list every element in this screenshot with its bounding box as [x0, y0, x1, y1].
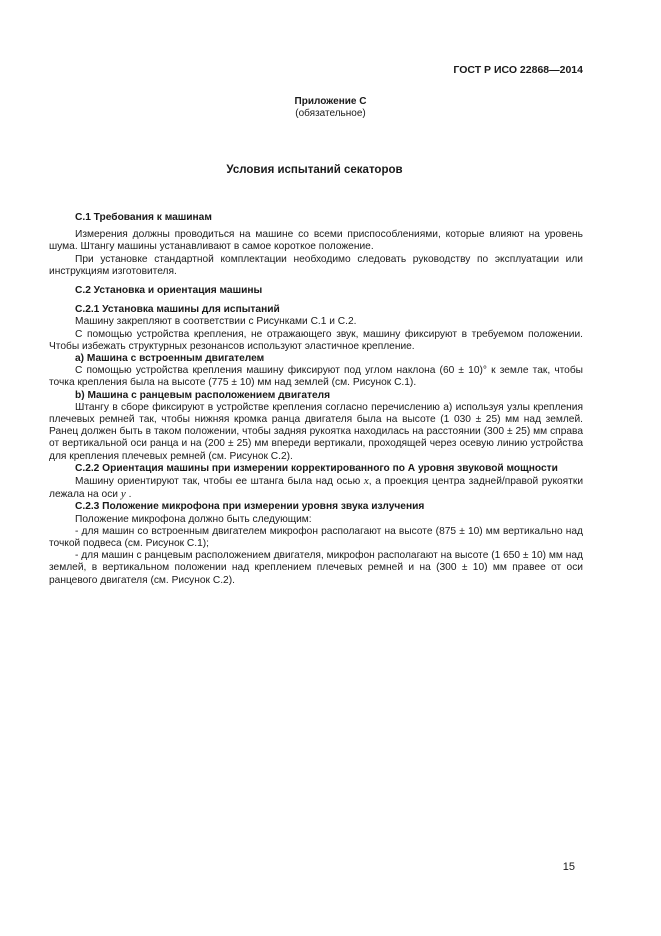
y-axis-variable: y	[120, 488, 126, 501]
annex-status: (обязательное)	[295, 108, 366, 119]
item-b-paragraph: Штангу в сборе фиксируют в устройстве крепления согласно перечислению а) используя узлы крепления плечевых ремней так, чтобы нижняя кромка ранца двигателя была на высоте (1 030 ± 25) мм над землей. Ранец должен быть в таком положении, чтобы задняя рукоятка находилась на расстоянии (300 ± 25) мм справа от вертикальной оси ранца и на (200 ± 25) мм впереди вертикали, проходящей через осевую линию устройства для крепления плечевых ремней (см. Рисунок С.2).	[49, 401, 583, 462]
page-number: 15	[562, 861, 575, 873]
document-body	[49, 212, 583, 587]
section-c22-heading: С.2.2 Ориентация машины при измерении корректированного по А уровня звуковой мощности	[75, 462, 558, 474]
section-c23-heading: С.2.3 Положение микрофона при измерении уровня звука излучения	[75, 501, 425, 513]
annex-block	[0, 96, 661, 120]
section-c23-paragraph-3: - для машин с ранцевым расположением двигателя, микрофон располагают на высоте (1 650 ± 10) мм над землей, в вертикальном положении над креплением плечевых ремней и на (300 ± 10) мм правее от оси ранцевого двигателя (см. Рисунок С.2).	[49, 550, 583, 586]
section-c2-heading: С.2 Установка и ориентация машины	[75, 285, 263, 297]
section-c23-paragraph-1: Положение микрофона должно быть следующим:	[75, 513, 312, 525]
document-title: Условия испытаний секаторов	[226, 164, 403, 176]
item-b-heading: b) Машина с ранцевым расположением двигателя	[75, 389, 331, 401]
annex-title: Приложение С	[294, 96, 367, 107]
c22-text-end: .	[128, 489, 132, 501]
item-a-heading: а) Машина с встроенным двигателем	[75, 353, 265, 365]
section-c1-paragraph-2: При установке стандартной комплектации необходимо следовать руководству по эксплуатации или инструкциям изготовителя.	[49, 253, 583, 277]
section-c1-heading: С.1 Требования к машинам	[75, 212, 212, 223]
item-a-paragraph: С помощью устройства крепления машину фиксируют под углом наклона (60 ± 10)° к земле так, чтобы точка крепления была на высоте (775 ± 10) мм над землей (см. Рисунок С.1).	[49, 365, 583, 389]
x-axis-variable: x	[363, 475, 369, 488]
standard-header: ГОСТ Р ИСО 22868—2014	[453, 64, 583, 76]
section-c23-paragraph-2: - для машин со встроенным двигателем микрофон располагают на высоте (875 ± 10) мм вертикально над точкой подвеса (см. Рисунок С.1);	[49, 525, 583, 550]
c22-text-part-1: Машину ориентируют так, чтобы ее штанга была над осью	[75, 476, 361, 488]
c22-text-part-2: , а проекция центра задней/правой рукоятки лежала на оси	[49, 476, 584, 501]
section-c21-paragraph-1: Машину закрепляют в соответствии с Рисунками С.1 и С.2.	[75, 316, 357, 328]
section-c1-paragraph-1: Измерения должны проводиться на машине со всеми приспособлениями, которые влияют на уровень шума. Штангу машины устанавливают в самое короткое положение.	[49, 229, 583, 253]
section-c21-heading: С.2.1 Установка машины для испытаний	[75, 304, 280, 316]
section-c22-paragraph	[49, 475, 583, 501]
section-c21-paragraph-2: С помощью устройства крепления, не отражающего звук, машину фиксируют в требуемом положении. Чтобы избежать структурных резонансов используют эластичное крепление.	[49, 328, 583, 352]
